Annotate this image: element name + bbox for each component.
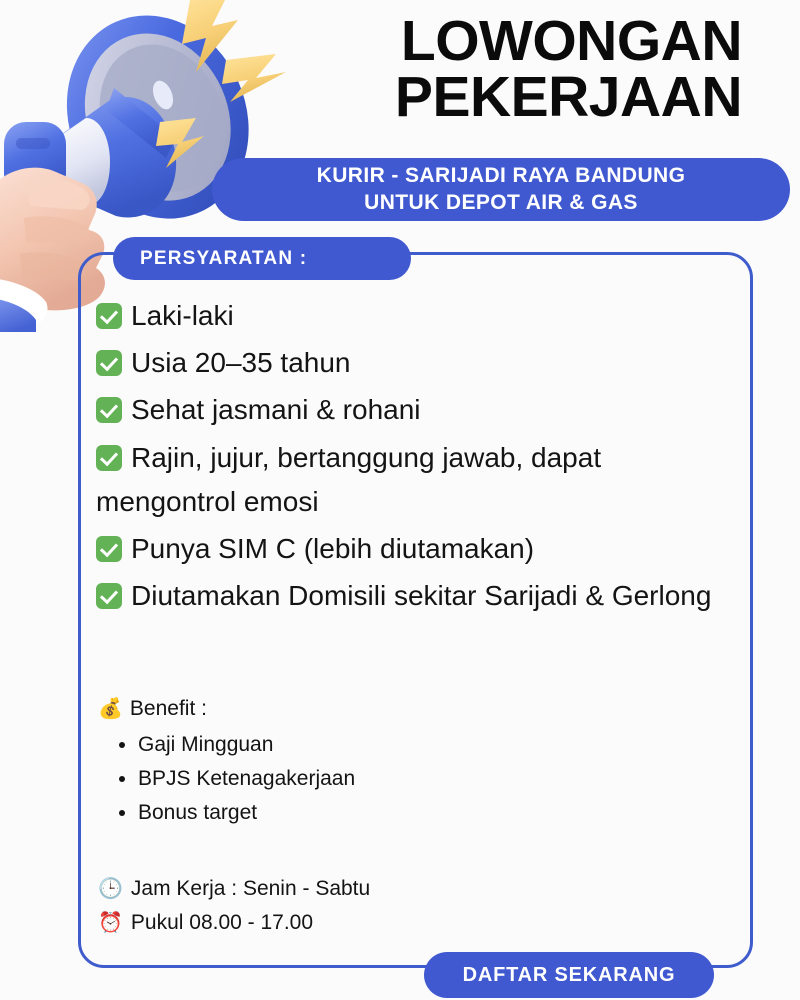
benefit-item: • Gaji Mingguan (138, 728, 698, 762)
requirement-text: Sehat jasmani & rohani (131, 394, 421, 426)
requirement-item (96, 294, 726, 338)
page-title-line1: LOWONGAN (400, 9, 742, 73)
page-title-line2: PEKERJAAN (394, 64, 742, 129)
check-icon (96, 397, 122, 423)
job-position-line1: KURIR - SARIJADI RAYA BANDUNG (316, 163, 686, 187)
requirement-item (96, 388, 726, 432)
working-hours-section (98, 872, 698, 940)
check-icon (96, 350, 122, 376)
requirement-text: Laki-laki (131, 300, 234, 331)
benefit-item: • BPJS Ketenagakerjaan (138, 762, 698, 796)
requirement-text: Punya SIM C (lebih diutamakan) (131, 533, 535, 565)
benefit-heading (98, 693, 698, 725)
benefit-title: Benefit : (129, 697, 207, 720)
requirements-list (96, 294, 726, 622)
work-time-row (98, 906, 698, 940)
work-time-text: Pukul 08.00 - 17.00 (130, 911, 314, 935)
check-icon (96, 445, 122, 471)
job-position-banner (212, 158, 790, 221)
benefit-section (98, 693, 698, 830)
requirement-item (96, 574, 726, 618)
requirements-heading-label: PERSYARATAN : (140, 247, 308, 269)
alarm-clock-icon: ⏰ (98, 912, 123, 935)
check-icon (96, 536, 122, 562)
requirement-text: Usia 20–35 tahun (131, 347, 351, 379)
requirement-item (96, 341, 726, 385)
requirement-item (96, 436, 726, 524)
requirements-heading-pill (113, 237, 411, 280)
check-icon (96, 583, 122, 609)
check-icon (96, 303, 122, 329)
workdays-row (98, 872, 698, 906)
benefit-item: • Bonus target (138, 796, 698, 830)
money-bag-icon: 💰 (98, 697, 123, 720)
workdays-text: Jam Kerja : Senin - Sabtu (130, 877, 371, 900)
clock-icon: 🕒 (98, 878, 123, 900)
job-position-line2: UNTUK DEPOT AIR & GAS (364, 190, 638, 214)
requirement-item (96, 527, 726, 571)
register-now-button[interactable]: DAFTAR SEKARANG (424, 952, 714, 998)
requirement-text: Diutamakan Domisili sekitar Sarijadi & Gerlong (131, 580, 712, 612)
page-title (312, 9, 742, 129)
benefit-list (98, 728, 698, 830)
requirement-text: Rajin, jujur, bertanggung jawab, dapat mengontrol emosi (96, 441, 602, 517)
